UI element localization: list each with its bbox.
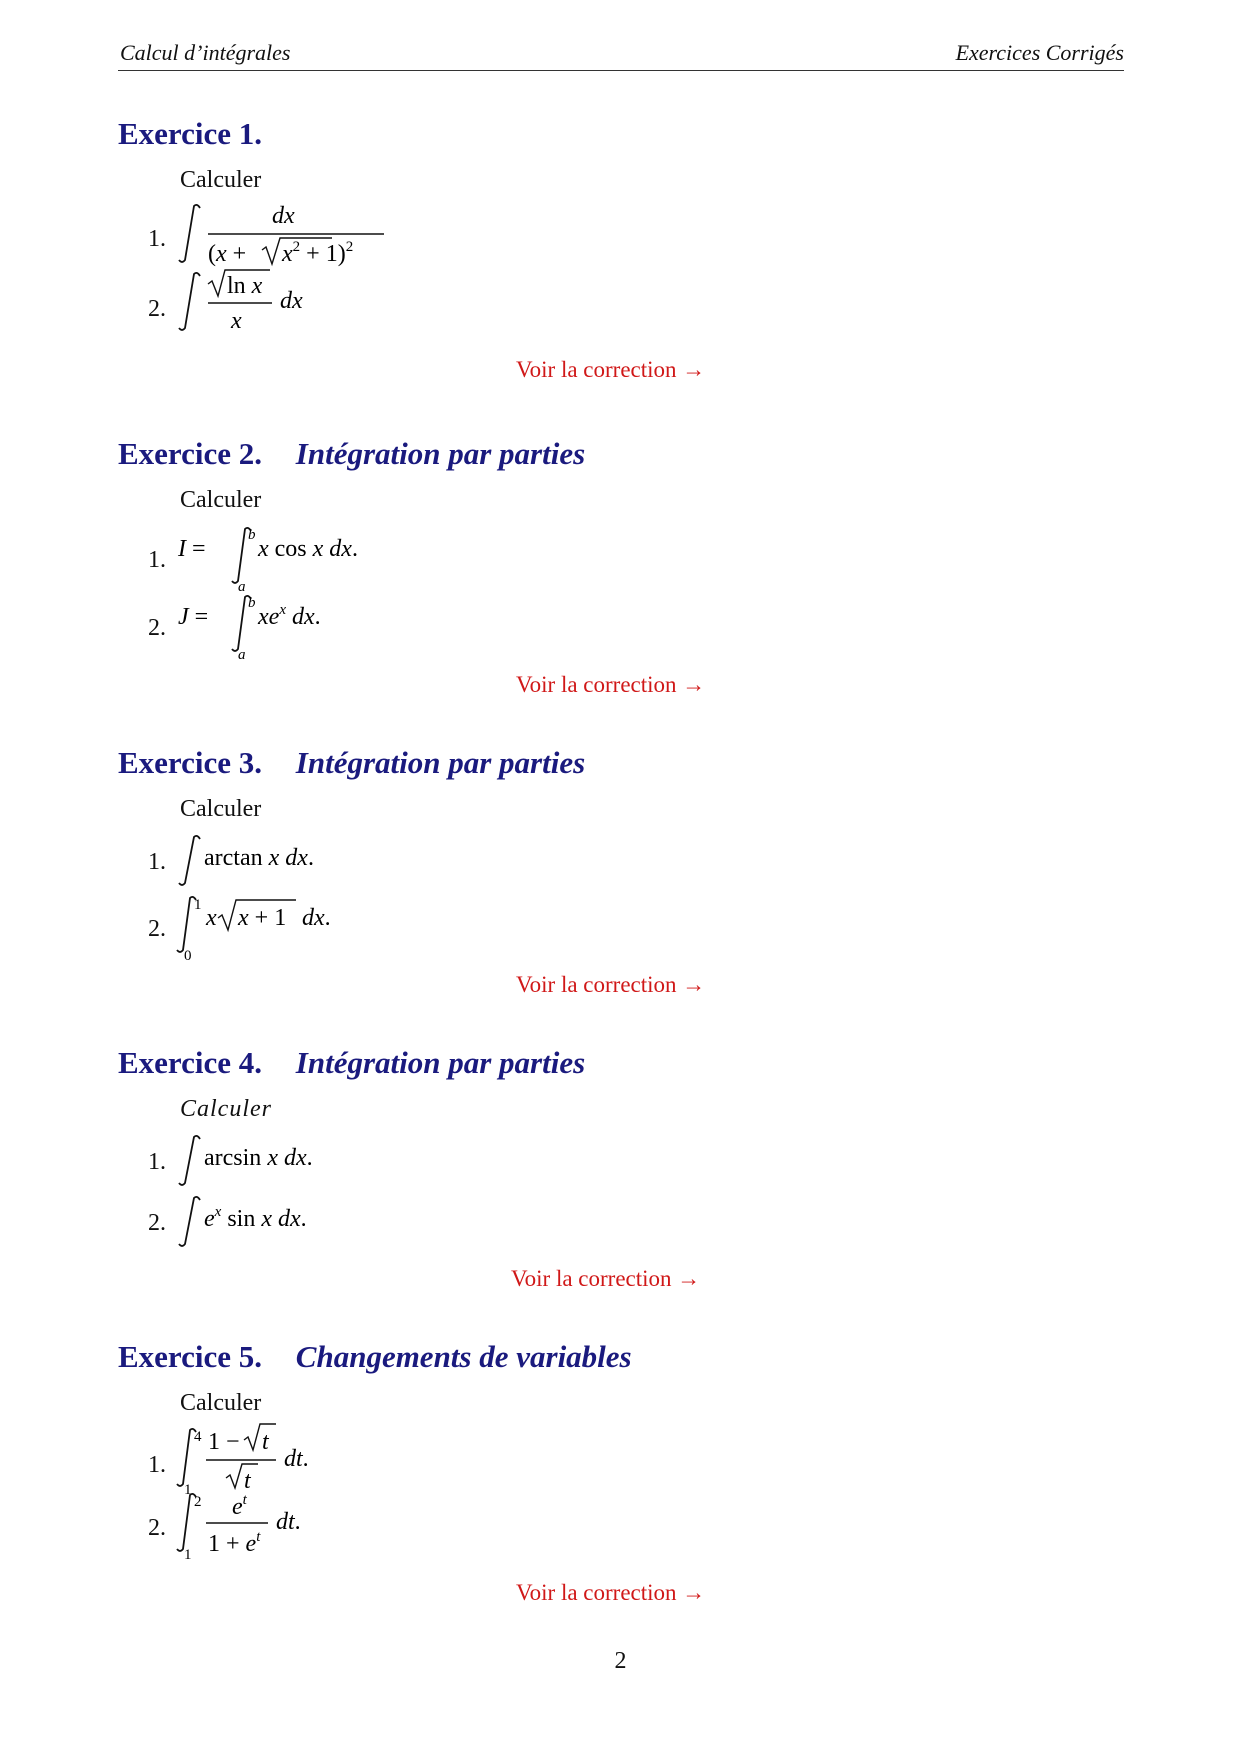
exercise-5-item-2-formula <box>176 1485 376 1565</box>
svg-text:2: 2 <box>194 1494 202 1510</box>
exercise-5-intro: Calculer <box>180 1390 262 1416</box>
svg-text:x: x <box>206 905 217 931</box>
svg-text:a: a <box>238 647 246 663</box>
exercise-1-heading <box>118 116 262 152</box>
exercise-2-correction-link[interactable]: Voir la correction → <box>516 672 706 697</box>
svg-text:dx: dx <box>272 203 295 229</box>
exercise-3-title: Exercice 3. <box>118 745 263 780</box>
exercise-2-item-1-formula <box>176 525 376 595</box>
item-number: 2. <box>148 1515 166 1541</box>
svg-text:arcsin x dx.: arcsin x dx. <box>204 1145 313 1171</box>
item-number: 2. <box>148 296 166 322</box>
exercise-3-item-2-formula <box>176 894 396 964</box>
svg-text:b: b <box>248 527 256 543</box>
svg-text:ex sin x dx.: $e^x$ sin x dx. <box>204 1204 307 1232</box>
svg-text:I =: I = <box>178 536 206 562</box>
exercise-4-intro: Calculer <box>180 1096 272 1122</box>
svg-text:t: t <box>262 1429 269 1455</box>
svg-text:et: $e^t$ <box>232 1492 247 1520</box>
svg-text:x cos x dx.: x cos x dx. <box>258 536 358 562</box>
page-number: 2 <box>614 1648 627 1674</box>
exercise-1-title: Exercice 1. <box>118 116 263 151</box>
item-number: 1. <box>148 1452 166 1478</box>
item-number: 1. <box>148 1149 166 1175</box>
exercise-4-item-1-formula <box>176 1135 376 1195</box>
svg-text:1: 1 <box>194 897 202 913</box>
svg-text:dx.: dx. <box>302 905 331 931</box>
exercise-4-subtitle: Intégration par parties <box>295 1045 586 1080</box>
exercise-2-subtitle: Intégration par parties <box>295 436 586 471</box>
svg-text:1 + et: $1 + e^t$ <box>208 1529 261 1557</box>
exercise-2-title: Exercice 2. <box>118 436 263 471</box>
svg-text:arctan x dx.: arctan x dx. <box>204 845 314 871</box>
exercise-1-intro: Calculer <box>180 167 262 193</box>
svg-text:t: t <box>244 1468 251 1494</box>
exercise-5-heading <box>118 1339 632 1375</box>
svg-text:b: b <box>248 595 256 611</box>
svg-text:J =: J = <box>178 604 209 630</box>
exercise-4-heading <box>118 1045 585 1081</box>
item-number: 2. <box>148 916 166 942</box>
exercise-1-item-1-formula <box>176 200 396 270</box>
exercise-3-subtitle: Intégration par parties <box>295 745 586 780</box>
exercise-5-title: Exercice 5. <box>118 1339 263 1374</box>
header-right-title: Exercices Corrigés <box>955 40 1124 65</box>
exercise-4-correction-link[interactable]: Voir la correction → <box>511 1266 701 1291</box>
exercise-2-heading <box>118 436 585 472</box>
svg-text:dx: dx <box>280 288 303 314</box>
running-header <box>118 38 1124 71</box>
exercise-2-intro: Calculer <box>180 487 262 513</box>
exercise-4-title: Exercice 4. <box>118 1045 263 1080</box>
svg-text:x: x <box>231 308 242 334</box>
svg-text:(x +: (x + <box>208 241 247 267</box>
svg-text:ln x: ln x <box>227 273 263 299</box>
exercise-2-item-2-formula <box>176 593 376 663</box>
exercise-1-item-2-formula <box>176 266 336 336</box>
item-number: 1. <box>148 849 166 875</box>
exercise-3-heading <box>118 745 585 781</box>
svg-text:a: a <box>238 579 246 595</box>
exercise-5-correction-link[interactable]: Voir la correction → <box>516 1580 706 1605</box>
exercise-3-intro: Calculer <box>180 796 262 822</box>
exercise-5-subtitle: Changements de variables <box>295 1339 632 1374</box>
svg-text:x2 + 1)2: $x^2 + 1)^2$ <box>282 239 354 267</box>
item-number: 2. <box>148 1210 166 1236</box>
item-number: 1. <box>148 547 166 573</box>
svg-text:1: 1 <box>184 1547 192 1563</box>
item-number: 2. <box>148 615 166 641</box>
exercise-1-correction-link[interactable]: Voir la correction → <box>516 357 706 382</box>
item-number: 1. <box>148 226 166 252</box>
svg-text:1: 1 <box>184 1482 192 1498</box>
svg-text:xex dx.: $xe^x$ dx. <box>258 602 321 630</box>
svg-text:4: 4 <box>194 1429 202 1445</box>
exercise-3-item-1-formula <box>176 835 376 895</box>
svg-text:dt.: dt. <box>276 1509 301 1535</box>
svg-text:0: 0 <box>184 948 192 964</box>
exercise-4-item-2-formula <box>176 1196 376 1256</box>
header-left-title: Calcul d’intégrales <box>120 40 291 65</box>
svg-text:dt.: dt. <box>284 1446 309 1472</box>
svg-text:x + 1: x + 1 <box>238 905 287 931</box>
exercise-3-correction-link[interactable]: Voir la correction → <box>516 972 706 997</box>
svg-text:1 −: 1 − <box>208 1429 240 1455</box>
